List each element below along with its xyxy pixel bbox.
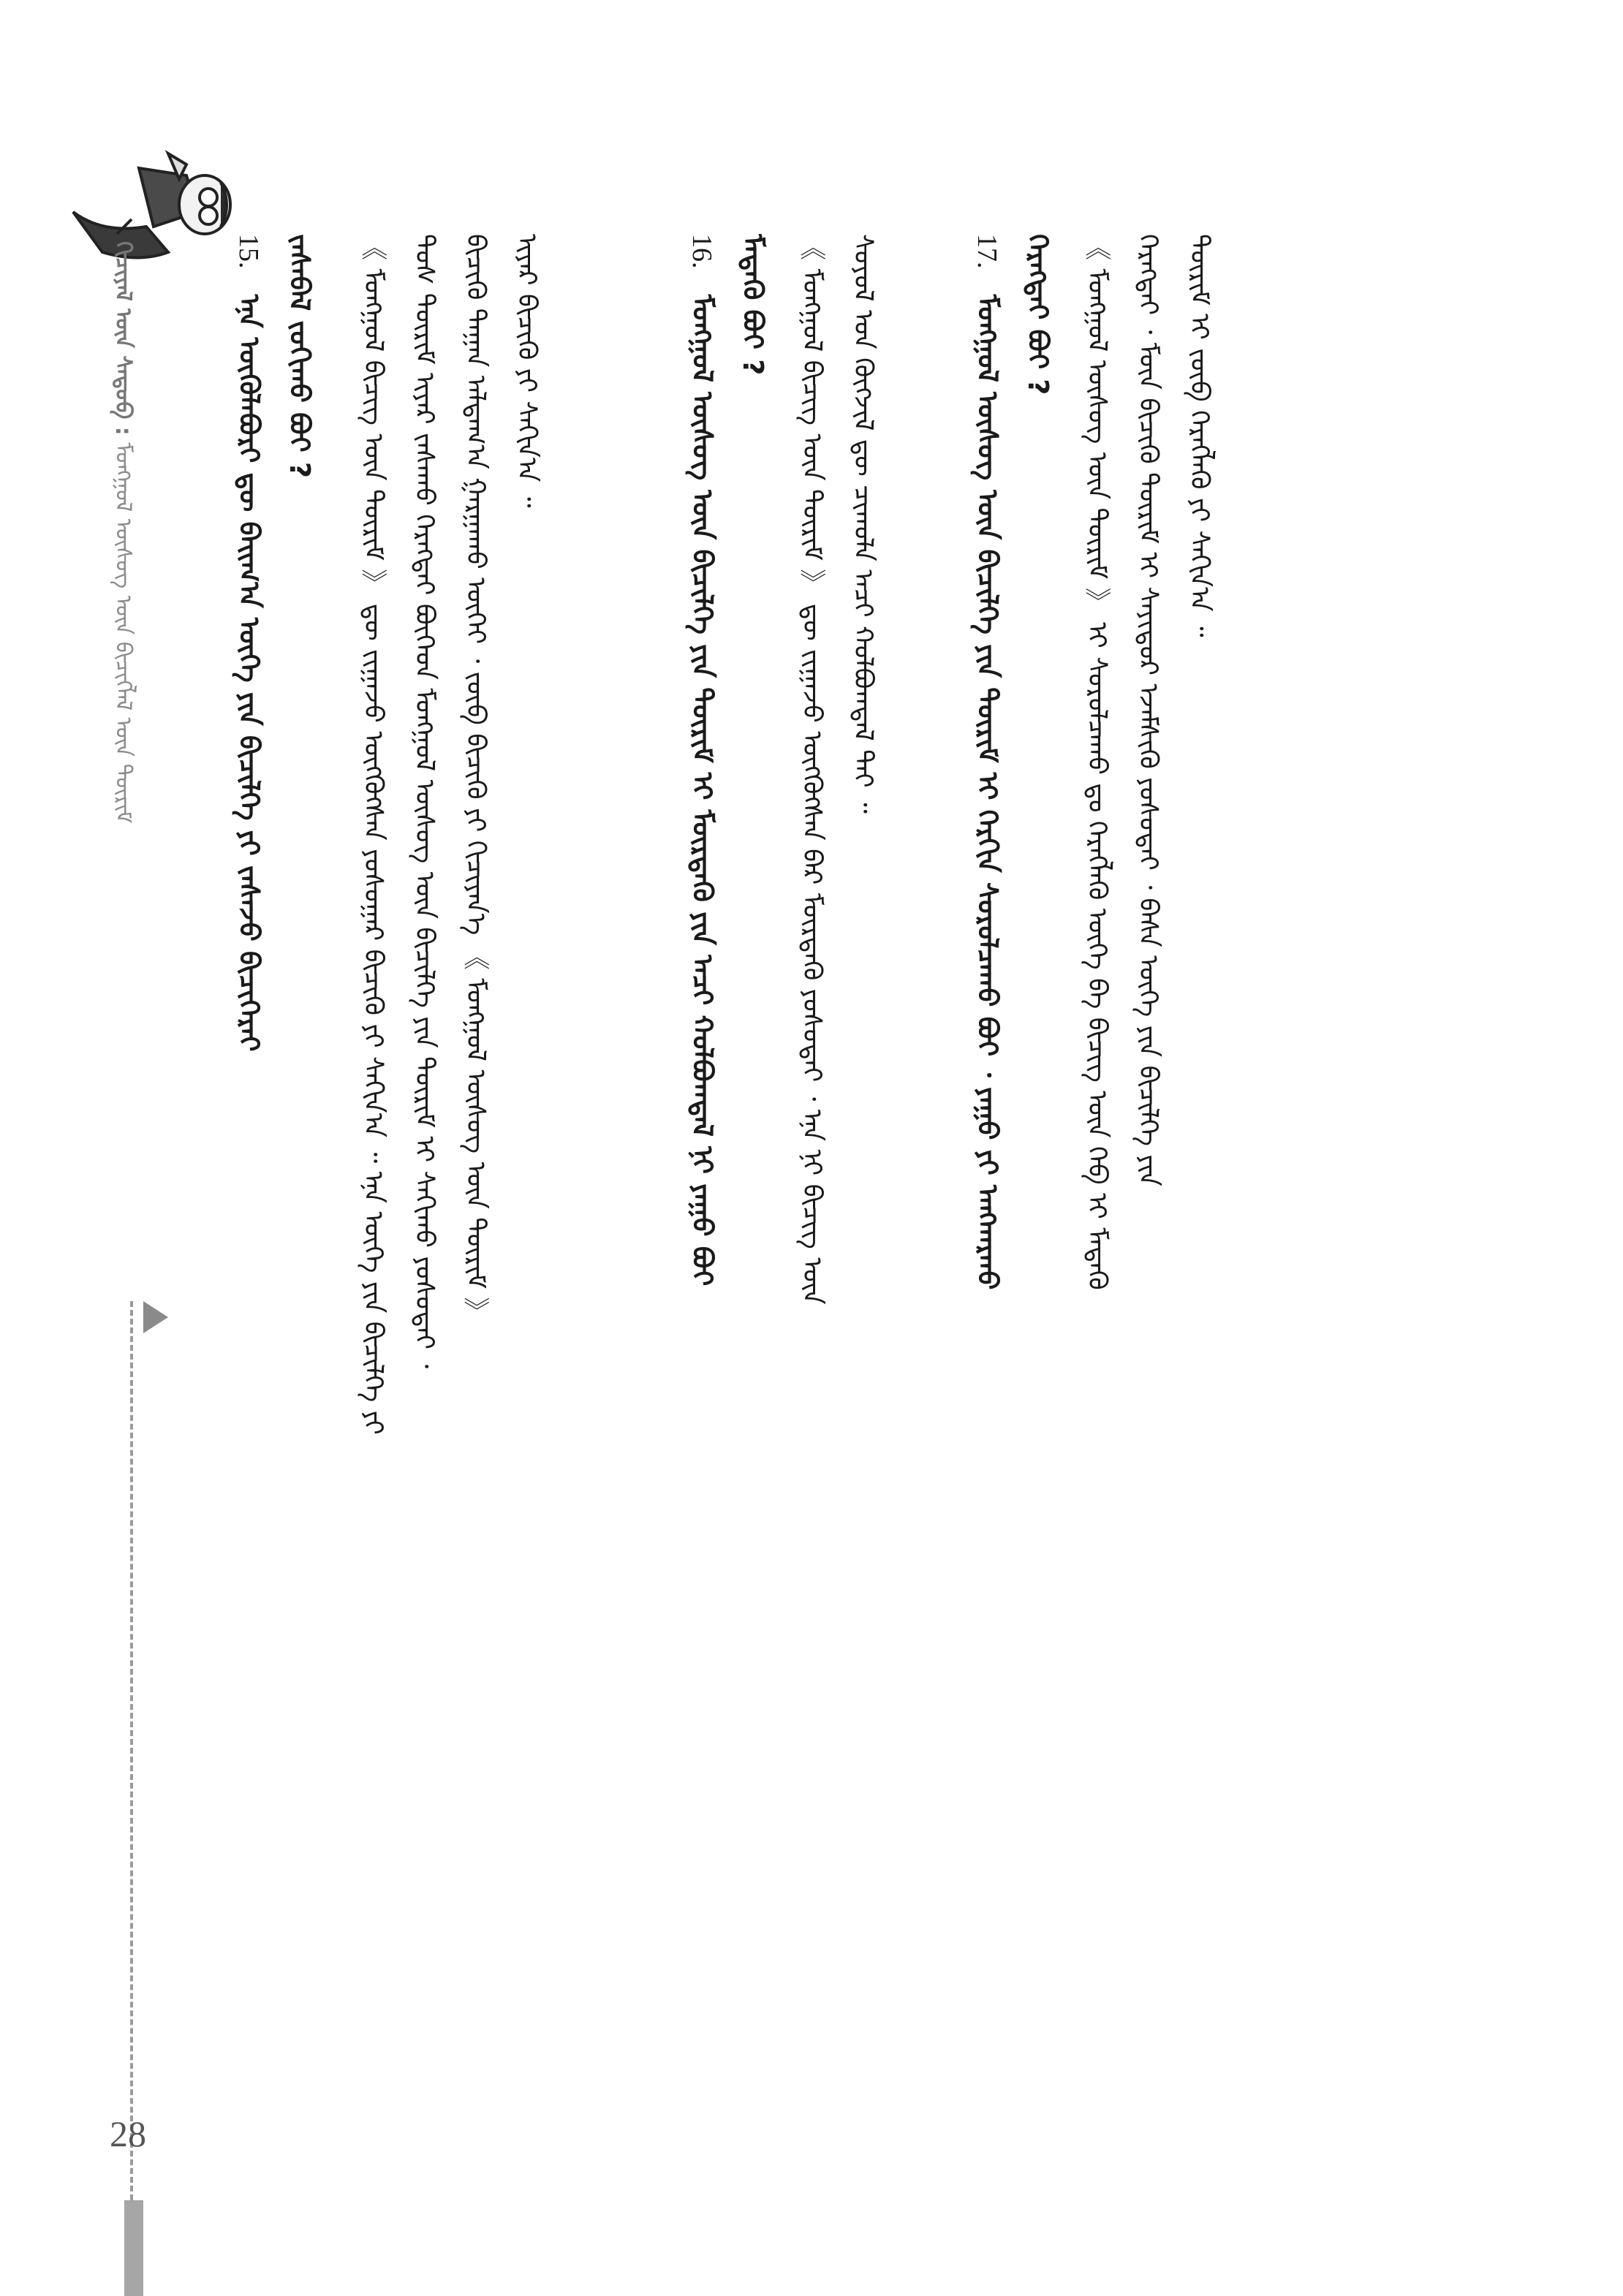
question-number: 16. — [686, 234, 717, 269]
paragraph-line: ᠲᠤᠰ ᠳᠦᠷᠢᠮ ᠢᠶᠡᠷ ᠵᠠᠰᠠᠬᠤ ᠬᠡᠷᠡᠭᠲᠡᠢ ᠪᠦᠭᠡᠳ ᠮᠣᠩᠭᠣᠯ ᠦᠰᠦᠭ ᠦᠨ ᠪᠢᠴᠢᠯᠭᠡ ᠶᠢᠨ ᠳᠦᠷᠢᠮ ᠢ ᠰᠠᠬᠢᠬᠤ ᠶᠣᠰᠣᠲᠠᠢ ᠂ — [409, 234, 439, 1369]
question-15-title — [227, 234, 271, 1052]
paragraph-line: ᠬᠡᠷᠡᠭᠲᠡᠢ ᠂ ᠮᠥᠨ ᠪᠢᠴᠢᠬᠦ ᠳᠦᠷᠢᠮ ᠢ ᠰᠠᠶᠢᠲᠤᠷ ᠡᠵᠡᠮᠰᠢᠬᠦ ᠶᠣᠰᠣᠲᠠᠢ ᠂ ᠪᠠᠰᠠ ᠦᠭᠡ ᠶᠢᠨ ᠪᠢᠴᠢᠯᠭᠡ ᠶᠢᠨ — [1133, 234, 1163, 1186]
question-16-title — [680, 234, 725, 1286]
question-title-text: ᠮᠣᠩᠭᠣᠯ ᠦᠰᠦᠭ ᠦᠨ ᠪᠢᠴᠢᠯᠭᠡ ᠶᠢᠨ ᠳᠦᠷᠢᠮ ᠢ ᠬᠡᠷᠬᠢᠨ ᠰᠤᠷᠤᠯᠴᠠᠬᠤ ᠪᠤᠢ ᠂ ᠶᠠᠭᠤ ᠶᠢ ᠠᠩᠬᠠᠷᠬᠤ — [972, 294, 1004, 1290]
page-number: 28 — [110, 2113, 146, 2154]
question-17-title-end: ᠬᠡᠷᠡᠭᠲᠡᠢ ᠪᠤᠢ ? — [1022, 234, 1054, 395]
page-tab — [124, 2200, 143, 2296]
paragraph-line: 《 ᠮᠣᠩᠭᠣᠯ ᠪᠢᠴᠢᠭ ᠦᠨ ᠳᠦᠷᠢᠮ 》 ᠳᠦ ᠵᠢᠭᠠᠵᠤ ᠦᠭᠭᠦᠭᠰᠡᠨ ᠪᠠᠷ ᠮᠥᠷᠳᠡᠬᠦ ᠶᠣᠰᠣᠲᠠᠢ ᠂ ᠡᠨᠡ ᠨᠢ ᠪᠢᠴᠢᠭ ᠦᠨ — [797, 234, 827, 1305]
question-16-title-end: ᠮᠡᠳᠡᠬᠦ ᠪᠤᠢ ? — [737, 234, 769, 376]
question-number: 15. — [233, 234, 264, 269]
question-number: 17. — [972, 234, 1002, 269]
paragraph-line: ᠢᠶᠡᠷ ᠪᠢᠴᠢᠬᠦ ᠶᠢ ᠰᠠᠬᠢᠨ᠎ᠠ ᠃ — [512, 234, 542, 508]
paragraph-line: ᠳᠦᠷᠢᠮ ᠢ ᠵᠦᠪ ᠬᠡᠷᠡᠭᠯᠡᠬᠦ ᠶᠢ ᠰᠠᠬᠢᠨ᠎ᠠ ᠃ — [1184, 234, 1214, 637]
question-15-title-end: ᠵᠠᠰᠠᠪᠠᠯ ᠵᠣᠬᠢᠬᠤ ᠪᠤᠢ ? — [284, 234, 316, 478]
paragraph-line: ᠰᠣᠶᠣᠯ ᠤᠨ ᠬᠥᠭᠵᠢᠯ ᠳᠦ ᠴᠢᠬᠤᠯᠠ ᠠᠴᠢ ᠬᠣᠯᠪᠣᠭᠳᠠᠯ ᠲᠠᠢ ᠃ — [848, 234, 878, 814]
header-divider — [130, 1301, 133, 2200]
header-title: ᠮᠣᠩᠭᠣᠯ ᠦᠰᠦᠭ ᠦᠨ ᠪᠢᠴᠢᠭᠯᠡᠯ ᠦᠨ ᠳᠦᠷᠢᠮ — [110, 442, 136, 824]
paragraph-line: 《 ᠮᠣᠩᠭᠣᠯ ᠪᠢᠴᠢᠭ ᠦᠨ ᠳᠦᠷᠢᠮ 》 ᠳᠦ ᠵᠢᠭᠠᠵᠤ ᠦᠭᠭᠦᠭᠰᠡᠨ ᠶᠣᠰᠣᠭᠠᠷ ᠪᠢᠴᠢᠬᠦ ᠶᠢ ᠰᠠᠬᠢᠨ᠎ᠠ ᠃ ᠡᠨᠡ ᠦᠭᠡ ᠶᠢᠨ ᠪᠢᠴᠢᠯᠭᠡ ᠶᠢ — [358, 234, 388, 1435]
paragraph-line: 《 ᠮᠣᠩᠭᠣᠯ ᠦᠰᠦᠭ ᠦᠨ ᠳᠦᠷᠢᠮ 》 ᠢ ᠰᠤᠷᠤᠯᠴᠠᠬᠤ ᠳᠤ ᠬᠡᠷᠡᠭᠯᠡᠬᠦ ᠦᠭᠡ ᠪᠠ ᠪᠢᠴᠢᠭ ᠦᠨ ᠬᠡᠪ ᠢ ᠮᠡᠳᠡᠬᠦ — [1082, 234, 1112, 1290]
running-header — [110, 241, 148, 823]
question-title-text: ᠡᠨᠡ ᠦᠭᠦᠯᠡᠪᠦᠷᠢ ᠳᠦ ᠪᠠᠢᠭ᠎ᠠ ᠦᠭᠡ ᠶᠢᠨ ᠪᠢᠴᠢᠯᠭᠡ ᠶᠢ ᠵᠠᠰᠠᠵᠤ ᠪᠢᠴᠢᠭᠡᠷᠡᠢ — [233, 294, 265, 1052]
triangle-icon — [143, 1301, 168, 1333]
question-17-title — [965, 234, 1010, 1289]
paragraph-line: ᠪᠢᠴᠢᠬᠦ ᠳᠠᠭᠠᠨ ᠠᠯᠳᠠᠭ᠎ᠠ ᠭᠠᠷᠭᠠᠬᠤ ᠦᠭᠡᠢ ᠂ ᠵᠦᠪ ᠪᠢᠴᠢᠬᠦ ᠶᠢ ᠬᠢᠴᠢᠶᠡᠨ᠎ᠡ 《 ᠮᠣᠩᠭᠣᠯ ᠦᠰᠦᠭ ᠦᠨ ᠳᠦᠷᠢᠮ 》 — [461, 234, 491, 1324]
question-title-text: ᠮᠣᠩᠭᠣᠯ ᠦᠰᠦᠭ ᠦᠨ ᠪᠢᠴᠢᠯᠭᠡ ᠶᠢᠨ ᠳᠦᠷᠢᠮ ᠢ ᠮᠥᠷᠳᠡᠬᠦ ᠶᠢᠨ ᠠᠴᠢ ᠬᠣᠯᠪᠣᠭᠳᠠᠯ ᠨᠢ ᠶᠠᠭᠤ ᠪᠤᠢ — [686, 294, 719, 1287]
header-label: ᠬᠢᠴᠢᠶᠡᠯ ᠦᠨ ᠰᠡᠳᠦᠪ : — [110, 241, 136, 436]
